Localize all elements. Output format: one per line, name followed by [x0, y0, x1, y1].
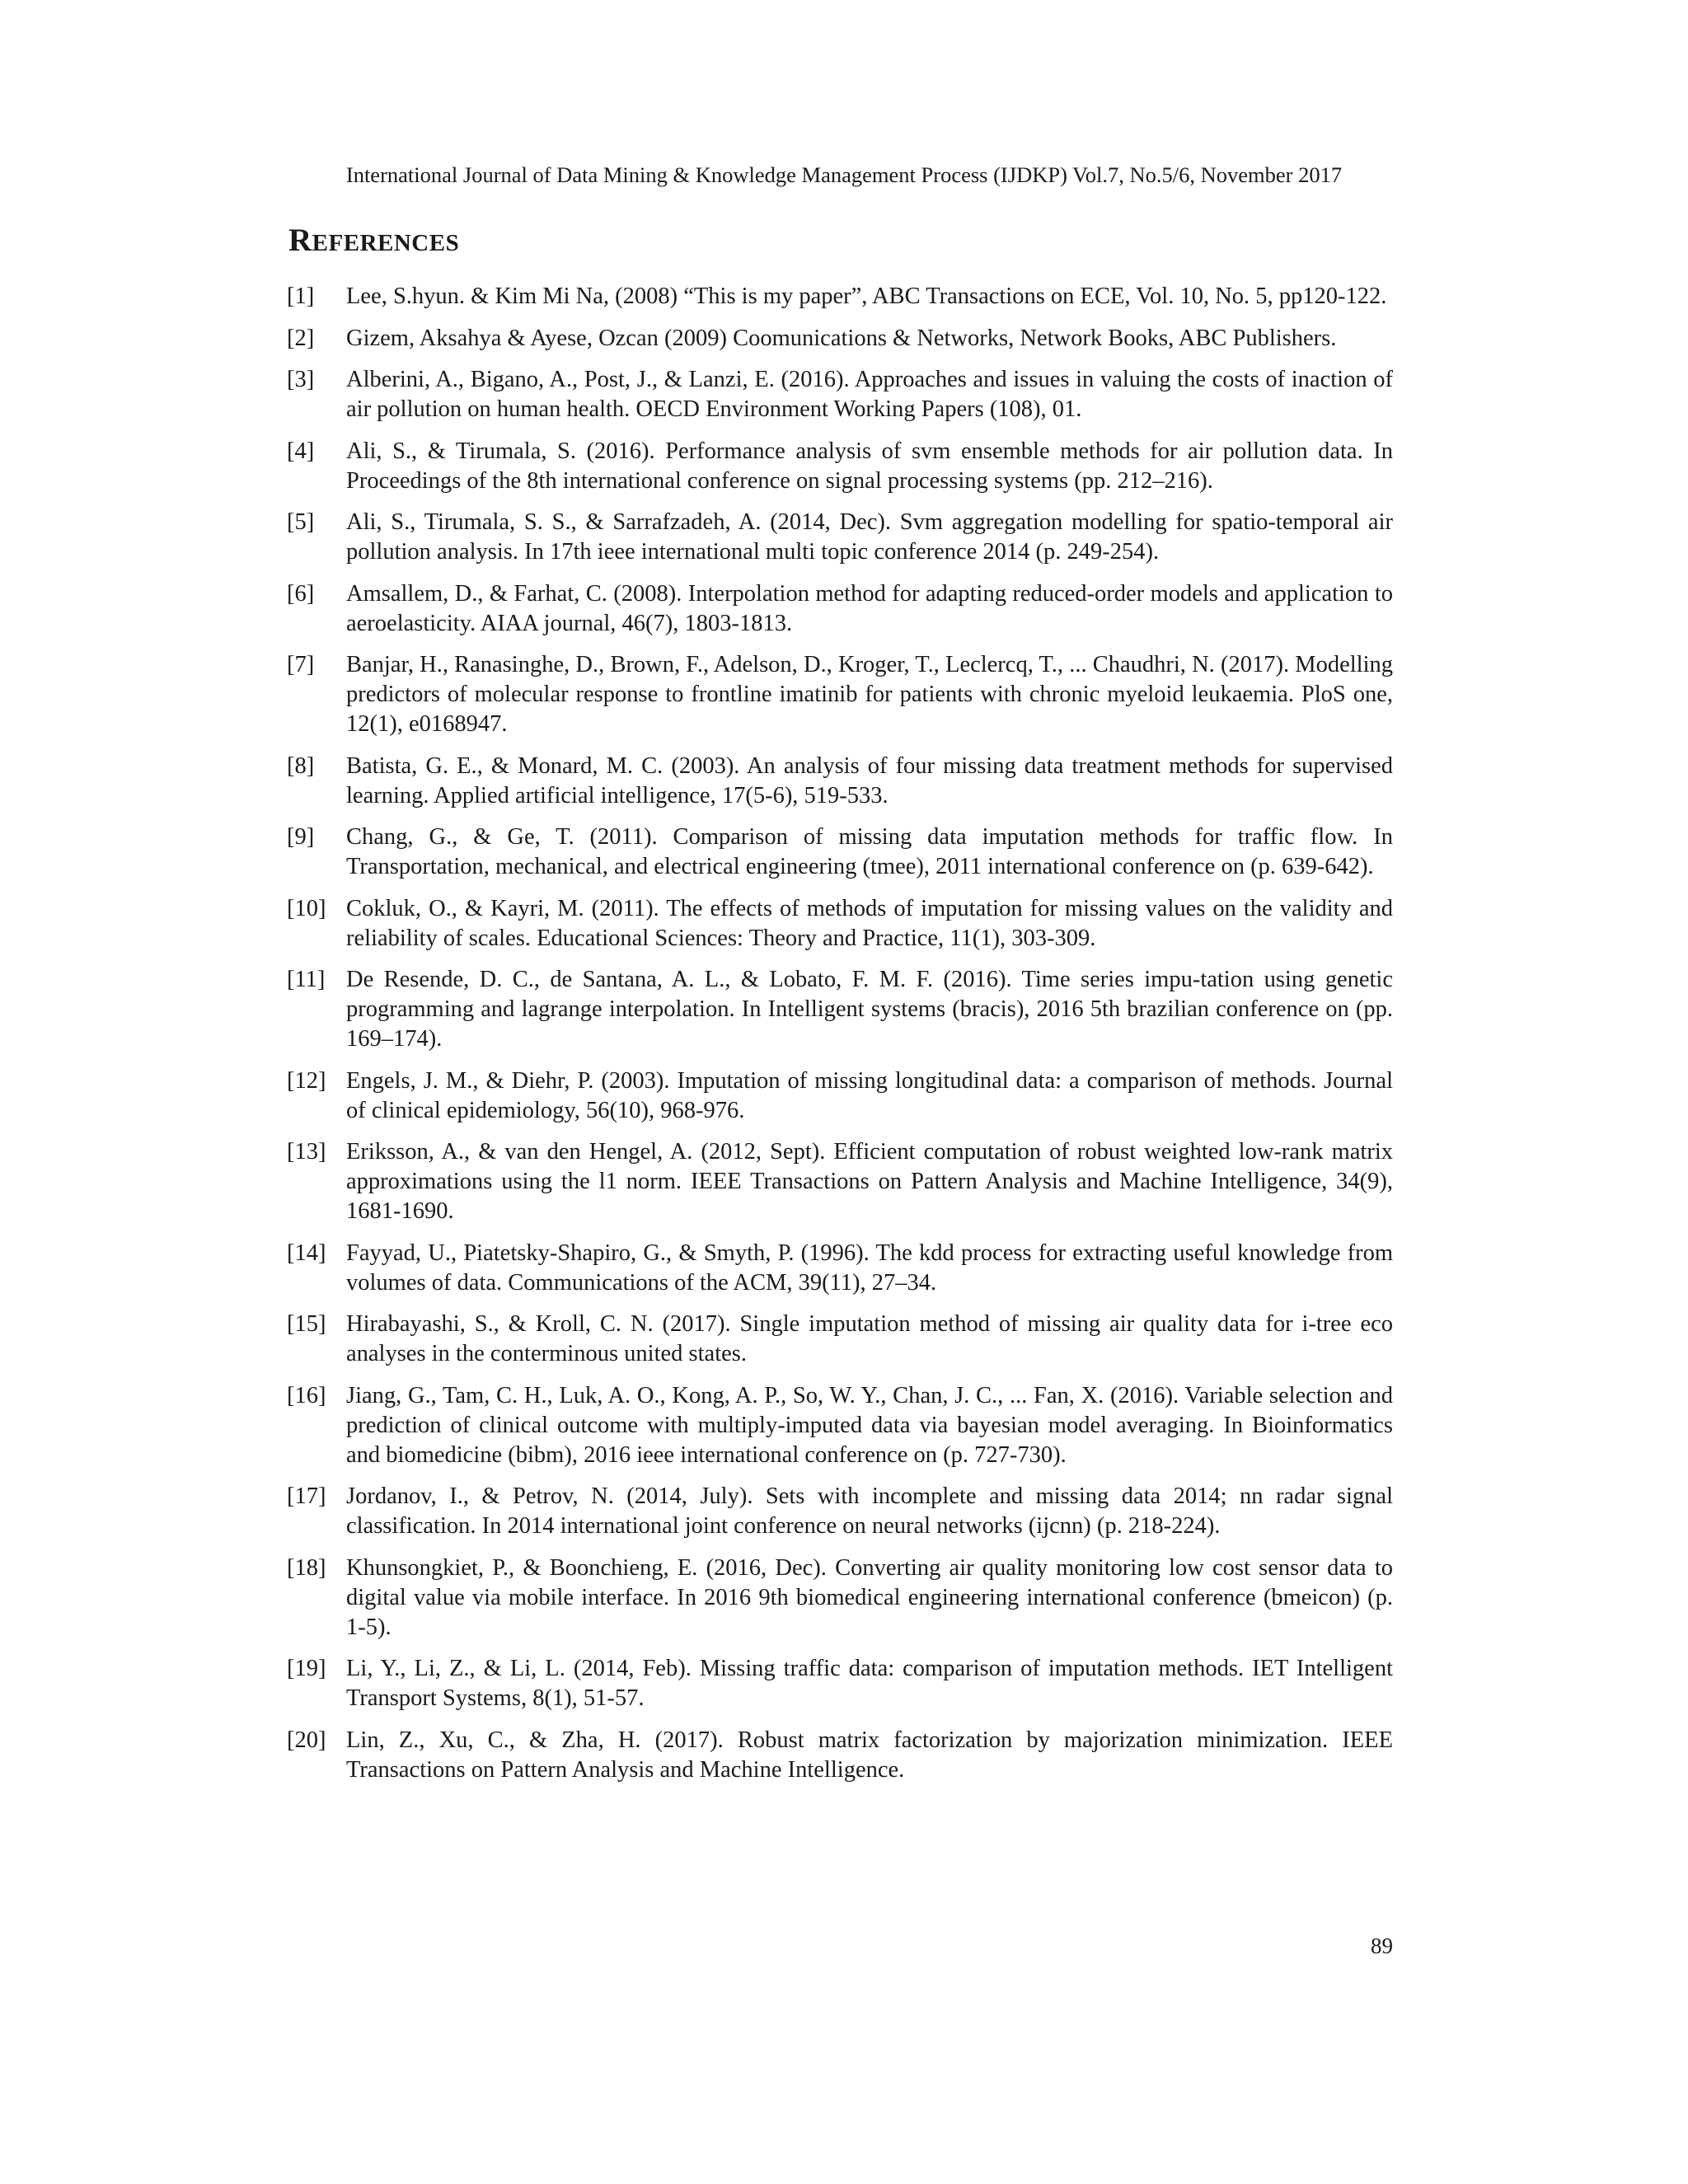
running-header: International Journal of Data Mining & Knowledge Management Process (IJDKP) Vol.7, No.5/6, November 2017 — [345, 162, 1343, 187]
reference-item — [287, 1137, 1393, 1226]
references-heading-rest: EFERENCES — [312, 230, 460, 256]
reference-number: [3] — [287, 367, 315, 392]
reference-item — [287, 437, 1393, 496]
reference-text: Eriksson, A., & van den Hengel, A. (2012, Sept). Efficient computation of robust weighted low-rank matrix approximations using the l1 norm. IEEE Transactions on Pattern Analysis and Machine Intelligence, 34(9), 1681-1690. — [346, 1139, 1393, 1224]
reference-number: [1] — [287, 284, 315, 309]
reference-number: [18] — [287, 1554, 326, 1581]
reference-number: [13] — [287, 1139, 326, 1165]
reference-text: Ali, S., Tirumala, S. S., & Sarrafzadeh, A. (2014, Dec). Svm aggregation modelling for spatio-temporal air pollution analysis. In 17th ieee international multi topic conference 2014 (p. 249-254). — [346, 509, 1393, 565]
reference-text: Batista, G. E., & Monard, M. C. (2003). An analysis of four missing data treatment methods for supervised learning. Applied artificial intelligence, 17(5-6), 519-533. — [346, 752, 1393, 808]
reference-number: [9] — [287, 824, 315, 850]
references-heading-initial: R — [288, 223, 312, 258]
reference-text: Hirabayashi, S., & Kroll, C. N. (2017). Single imputation method of missing air quality data for i-tree eco analyses in the conterminous united states. — [346, 1311, 1393, 1366]
reference-item — [287, 894, 1393, 954]
reference-item — [287, 1654, 1393, 1713]
reference-item — [287, 1381, 1393, 1470]
reference-number: [5] — [287, 509, 315, 535]
reference-text: Chang, G., & Ge, T. (2011). Comparison of missing data imputation methods for traffic flow. In Transportation, mechanical, and electrical engineering (tmee), 2011 international conference on (p. 639-642). — [346, 824, 1393, 879]
reference-item — [287, 1310, 1393, 1369]
reference-item — [287, 1726, 1393, 1785]
reference-item — [287, 324, 1393, 354]
reference-item — [287, 752, 1393, 811]
reference-item — [287, 650, 1393, 739]
reference-number: [14] — [287, 1240, 326, 1266]
reference-list — [287, 282, 1393, 1797]
reference-item — [287, 1554, 1393, 1643]
reference-text: Ali, S., & Tirumala, S. (2016). Performance analysis of svm ensemble methods for air pollution data. In Proceedings of the 8th international conference on signal processing systems (pp. 212–216). — [346, 438, 1393, 494]
reference-text: Fayyad, U., Piatetsky-Shapiro, G., & Smyth, P. (1996). The kdd process for extracting useful knowledge from volumes of data. Communications of the ACM, 39(11), 27–34. — [346, 1240, 1393, 1296]
reference-text: Engels, J. M., & Diehr, P. (2003). Imputation of missing longitudinal data: a comparison of methods. Journal of clinical epidemiology, 56(10), 968-976. — [346, 1067, 1393, 1123]
reference-number: [12] — [287, 1067, 326, 1094]
reference-text: Cokluk, O., & Kayri, M. (2011). The effects of methods of imputation for missing values on the validity and reliability of scales. Educational Sciences: Theory and Practice, 11(1), 303-309. — [346, 895, 1393, 951]
reference-item — [287, 282, 1393, 312]
reference-text: Gizem, Aksahya & Ayese, Ozcan (2009) Coomunications & Networks, Network Books, ABC Publishers. — [346, 325, 1337, 351]
reference-item — [287, 365, 1393, 424]
reference-text: Lin, Z., Xu, C., & Zha, H. (2017). Robust matrix factorization by majorization minimization. IEEE Transactions on Pattern Analysis and Machine Intelligence. — [346, 1727, 1393, 1783]
reference-text: Khunsongkiet, P., & Boonchieng, E. (2016, Dec). Converting air quality monitoring low cost sensor data to digital value via mobile interface. In 2016 9th biomedical engineering international conference (bmeicon) (p. 1-5). — [346, 1554, 1393, 1640]
reference-number: [20] — [287, 1727, 326, 1753]
reference-text: Amsallem, D., & Farhat, C. (2008). Interpolation method for adapting reduced-order models and application to aeroelasticity. AIAA journal, 46(7), 1803-1813. — [346, 580, 1393, 636]
reference-text: Jiang, G., Tam, C. H., Luk, A. O., Kong, A. P., So, W. Y., Chan, J. C., ... Fan, X. (2016). Variable selection and prediction of clinical outcome with multiply-imputed data via bayesian model averaging. In Bioinformatics and biomedicine (bibm), 2016 ieee international conference on (p. 727-730). — [346, 1382, 1393, 1468]
reference-item — [287, 579, 1393, 639]
reference-text: Li, Y., Li, Z., & Li, L. (2014, Feb). Missing traffic data: comparison of imputation methods. IET Intelligent Transport Systems, 8(1), 51-57. — [346, 1656, 1393, 1711]
references-heading — [288, 224, 459, 260]
reference-number: [19] — [287, 1656, 326, 1681]
reference-text: De Resende, D. C., de Santana, A. L., & Lobato, F. M. F. (2016). Time series impu-tation using genetic programming and lagrange interpolation. In Intelligent systems (bracis), 2016 5th brazilian conference on (pp. 169–174). — [346, 967, 1393, 1052]
reference-number: [16] — [287, 1382, 326, 1408]
reference-number: [2] — [287, 325, 315, 351]
reference-text: Alberini, A., Bigano, A., Post, J., & Lanzi, E. (2016). Approaches and issues in valuing the costs of inaction of air pollution on human health. OECD Environment Working Papers (108), 01. — [346, 367, 1393, 422]
reference-text: Lee, S.hyun. & Kim Mi Na, (2008) “This is my paper”, ABC Transactions on ECE, Vol. 10, No. 5, pp120-122. — [346, 284, 1387, 309]
reference-number: [7] — [287, 652, 315, 677]
reference-text: Jordanov, I., & Petrov, N. (2014, July). Sets with incomplete and missing data 2014; nn radar signal classification. In 2014 international joint conference on neural networks (ijcnn) (p. 218-224). — [346, 1483, 1393, 1539]
reference-number: [17] — [287, 1483, 326, 1509]
reference-number: [11] — [287, 967, 326, 992]
reference-item — [287, 1239, 1393, 1298]
reference-number: [8] — [287, 752, 315, 779]
reference-number: [4] — [287, 438, 315, 464]
page-number: 89 — [1371, 1933, 1393, 1958]
reference-item — [287, 508, 1393, 567]
reference-item — [287, 965, 1393, 1054]
reference-item — [287, 823, 1393, 882]
reference-text: Banjar, H., Ranasinghe, D., Brown, F., Adelson, D., Kroger, T., Leclercq, T., ... Chaudhri, N. (2017). Modelling predictors of molecular response to frontline imatinib for patients with chronic myeloid leukaemia. PloS one, 12(1), e0168947. — [346, 652, 1393, 737]
reference-item — [287, 1482, 1393, 1541]
reference-number: [6] — [287, 580, 315, 607]
reference-number: [10] — [287, 895, 326, 921]
reference-item — [287, 1066, 1393, 1126]
reference-number: [15] — [287, 1311, 326, 1337]
